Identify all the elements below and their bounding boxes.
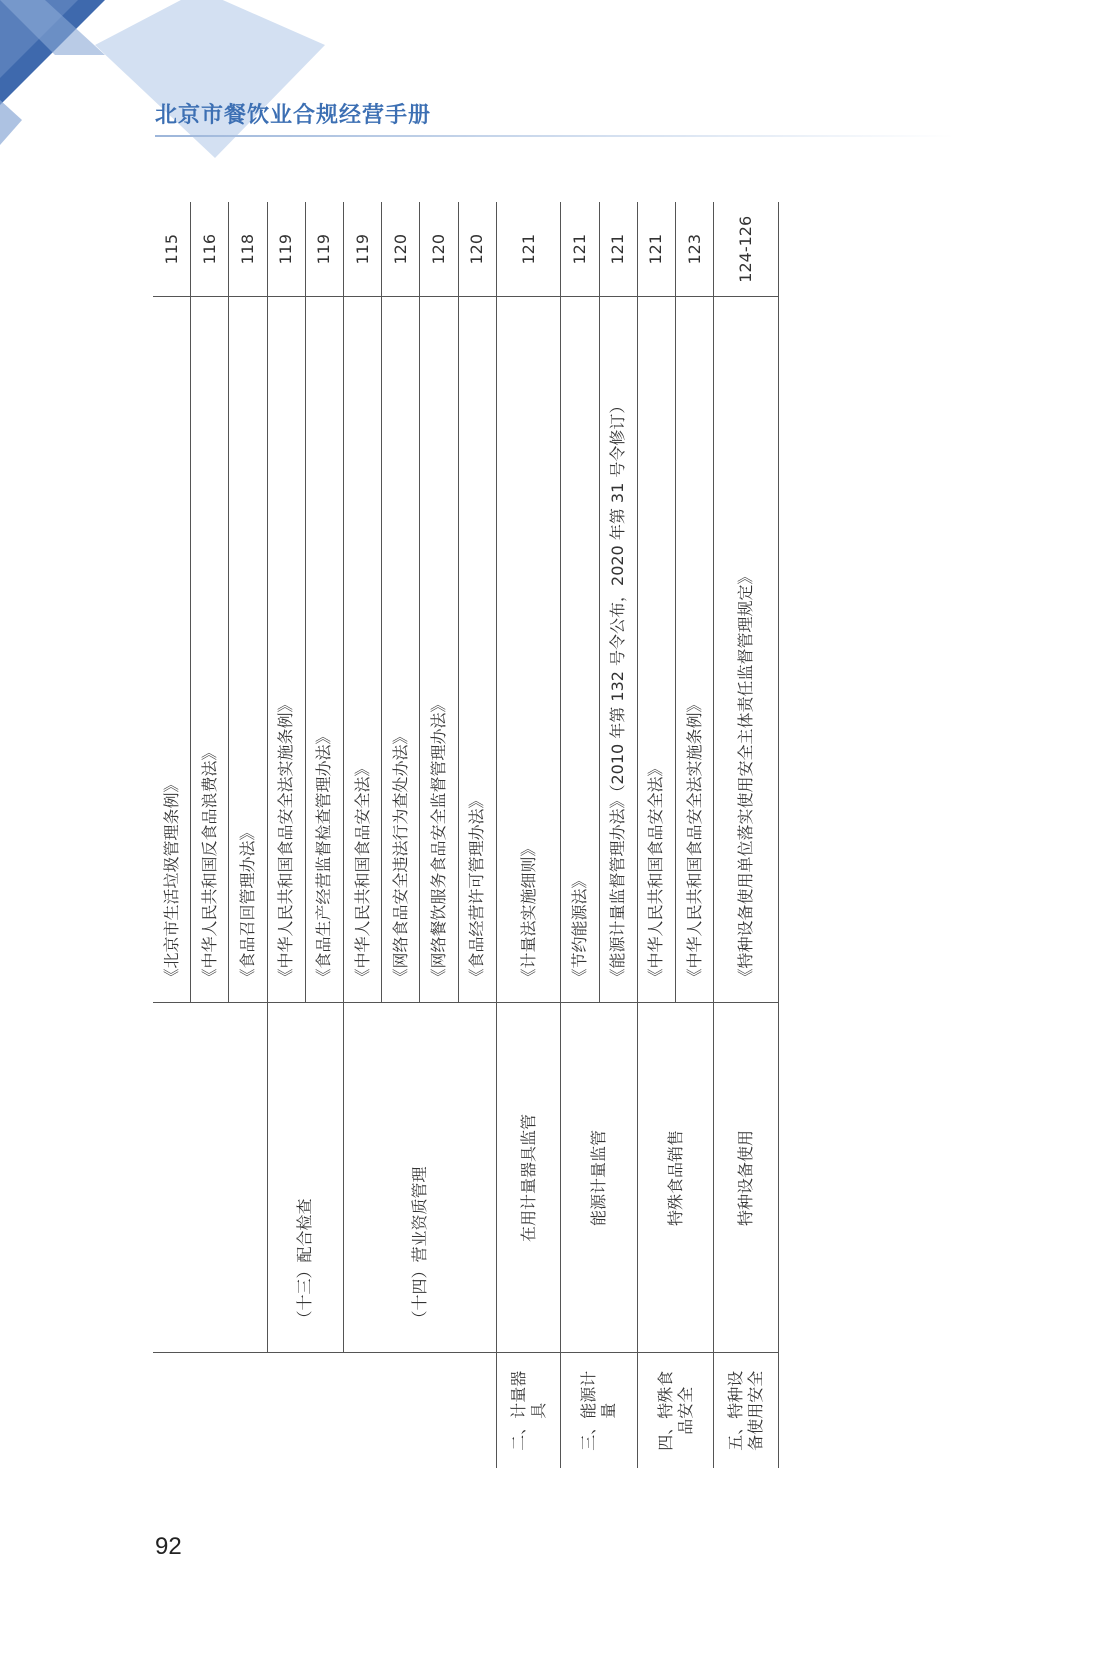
page-cell: 116 <box>191 202 229 297</box>
law-cell: 《网络食品安全违法行为查处办法》 <box>382 297 420 1003</box>
subcategory-cell: （十三）配合检查 <box>267 1003 343 1353</box>
page-cell: 124-126 <box>714 202 779 297</box>
law-cell: 《北京市生活垃圾管理条例》 <box>153 297 191 1003</box>
subcategory-cell <box>153 1003 267 1353</box>
table-row <box>153 202 191 1468</box>
header-title: 北京市餐饮业合规经营手册 <box>155 103 432 128</box>
table-row <box>343 202 381 1468</box>
page-cell: 119 <box>267 202 305 297</box>
page-cell: 121 <box>599 202 637 297</box>
header-rule <box>155 135 955 137</box>
law-cell: 《计量法实施细则》 <box>496 297 561 1003</box>
page-cell: 119 <box>305 202 343 297</box>
law-cell: 《中华人民共和国食品安全法实施条例》 <box>267 297 305 1003</box>
law-cell: 《特种设备使用单位落实使用安全主体责任监督管理规定》 <box>714 297 779 1003</box>
table-row <box>637 202 675 1468</box>
law-cell: 《食品召回管理办法》 <box>229 297 267 1003</box>
page-cell: 118 <box>229 202 267 297</box>
subcategory-cell: 在用计量器具监管 <box>496 1003 561 1353</box>
page-cell: 119 <box>343 202 381 297</box>
toc-table <box>153 202 779 1468</box>
law-cell: 《中华人民共和国食品安全法》 <box>637 297 675 1003</box>
subcategory-cell: 特种设备使用 <box>714 1003 779 1353</box>
page-cell: 115 <box>153 202 191 297</box>
decor-small-triangle <box>0 100 22 145</box>
page-cell: 123 <box>676 202 714 297</box>
table-row <box>496 202 561 1468</box>
subcategory-cell: 能源计量监管 <box>561 1003 637 1353</box>
law-cell: 《能源计量监督管理办法》（2010 年第 132 号令公布，2020 年第 31 号令修订） <box>599 297 637 1003</box>
page-cell: 121 <box>496 202 561 297</box>
toc-table-rotated <box>153 202 779 1468</box>
law-cell: 《食品生产经营监督检查管理办法》 <box>305 297 343 1003</box>
category-cell: 五、特种设备使用安全 <box>714 1353 779 1468</box>
page-number: 92 <box>155 1533 182 1560</box>
law-cell: 《中华人民共和国食品安全法》 <box>343 297 381 1003</box>
category-cell: 四、特殊食品安全 <box>637 1353 713 1468</box>
page-cell: 120 <box>420 202 458 297</box>
page-cell: 120 <box>458 202 496 297</box>
page-cell: 121 <box>561 202 599 297</box>
law-cell: 《中华人民共和国反食品浪费法》 <box>191 297 229 1003</box>
category-cell <box>153 1353 496 1468</box>
subcategory-cell: （十四）营业资质管理 <box>343 1003 496 1353</box>
subcategory-cell: 特殊食品销售 <box>637 1003 713 1353</box>
corner-decoration <box>0 0 340 170</box>
law-cell: 《网络餐饮服务食品安全监督管理办法》 <box>420 297 458 1003</box>
table-row <box>267 202 305 1468</box>
page-cell: 121 <box>637 202 675 297</box>
law-cell: 《节约能源法》 <box>561 297 599 1003</box>
table-row <box>561 202 599 1468</box>
page-cell: 120 <box>382 202 420 297</box>
table-row <box>714 202 779 1468</box>
category-cell: 二、计量器具 <box>496 1353 561 1468</box>
law-cell: 《中华人民共和国食品安全法实施条例》 <box>676 297 714 1003</box>
category-cell: 三、能源计量 <box>561 1353 637 1468</box>
law-cell: 《食品经营许可管理办法》 <box>458 297 496 1003</box>
